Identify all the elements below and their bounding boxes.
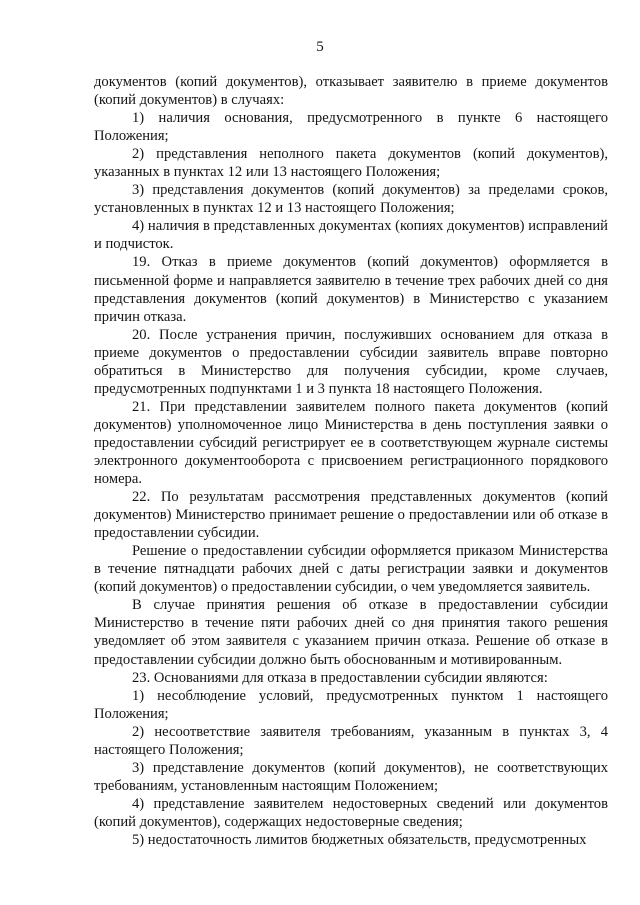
document-body bbox=[94, 73, 608, 849]
paragraph: 23. Основаниями для отказа в предоставлении субсидии являются: bbox=[132, 669, 548, 686]
list-item: 1) наличия основания, предусмотренного в пункте 6 настоящего Положения; bbox=[94, 110, 608, 145]
list-item: 1) несоблюдение условий, предусмотренных пунктом 1 настоящего Положения; bbox=[94, 687, 608, 722]
paragraph: 20. После устранения причин, послуживших основанием для отказа в приеме документов о предоставлении субсидии заявитель вправе повторно обратиться в Министерство для получения субсидии, кроме случаев, предусмотренных подпунктами 1 и 3 пункта 18 настоящего Положения. bbox=[94, 326, 608, 397]
list-item: 4) наличия в представленных документах (копиях документов) исправлений и подчисток. bbox=[94, 218, 608, 253]
paragraph: 21. При представлении заявителем полного пакета документов (копий документов) уполномоченное лицо Министерства в день поступления заявки о предоставлении субсидий регистрирует ее в соответствующем журнале системы электронного документооборота с присвоением регистрационного порядкового номера. bbox=[94, 398, 608, 488]
paragraph: документов (копий документов), отказывает заявителю в приеме документов (копий документов) в случаях: bbox=[94, 74, 608, 109]
paragraph: Решение о предоставлении субсидии оформляется приказом Министерства в течение пятнадцати рабочих дней с даты регистрации заявки и документов (копий документов) о предоставлении субсидии, о чем уведомляется заявитель. bbox=[94, 543, 608, 596]
list-item: 2) представления неполного пакета документов (копий документов), указанных в пунктах 12 или 13 настоящего Положения; bbox=[94, 146, 608, 181]
list-item: 2) несоответствие заявителя требованиям, указанным в пунктах 3, 4 настоящего Положения; bbox=[94, 723, 608, 758]
paragraph: 22. По результатам рассмотрения представленных документов (копий документов) Министерство принимает решение о предоставлении или об отказе в предоставлении субсидии. bbox=[94, 489, 608, 542]
list-item: 4) представление заявителем недостоверных сведений или документов (копий документов), содержащих недостоверные сведения; bbox=[94, 795, 608, 830]
list-item: 5) недостаточность лимитов бюджетных обязательств, предусмотренных bbox=[132, 831, 587, 848]
page-number: 5 bbox=[316, 39, 324, 55]
paragraph: В случае принятия решения об отказе в предоставлении субсидии Министерство в течение пяти рабочих дней со дня принятия такого решения уведомляет об этом заявителя с указанием причин отказа. Решение об отказе в предоставлении субсидии должно быть обоснованным и мотивированным. bbox=[94, 597, 608, 668]
paragraph: 19. Отказ в приеме документов (копий документов) оформляется в письменной форме и направляется заявителю в течение трех рабочих дней со дня представления документов (копий документов) в Министерство с указанием причин отказа. bbox=[94, 254, 608, 325]
list-item: 3) представление документов (копий документов), не соответствующих требованиям, установленным настоящим Положением; bbox=[94, 759, 608, 794]
list-item: 3) представления документов (копий документов) за пределами сроков, установленных в пунктах 12 и 13 настоящего Положения; bbox=[94, 182, 608, 217]
